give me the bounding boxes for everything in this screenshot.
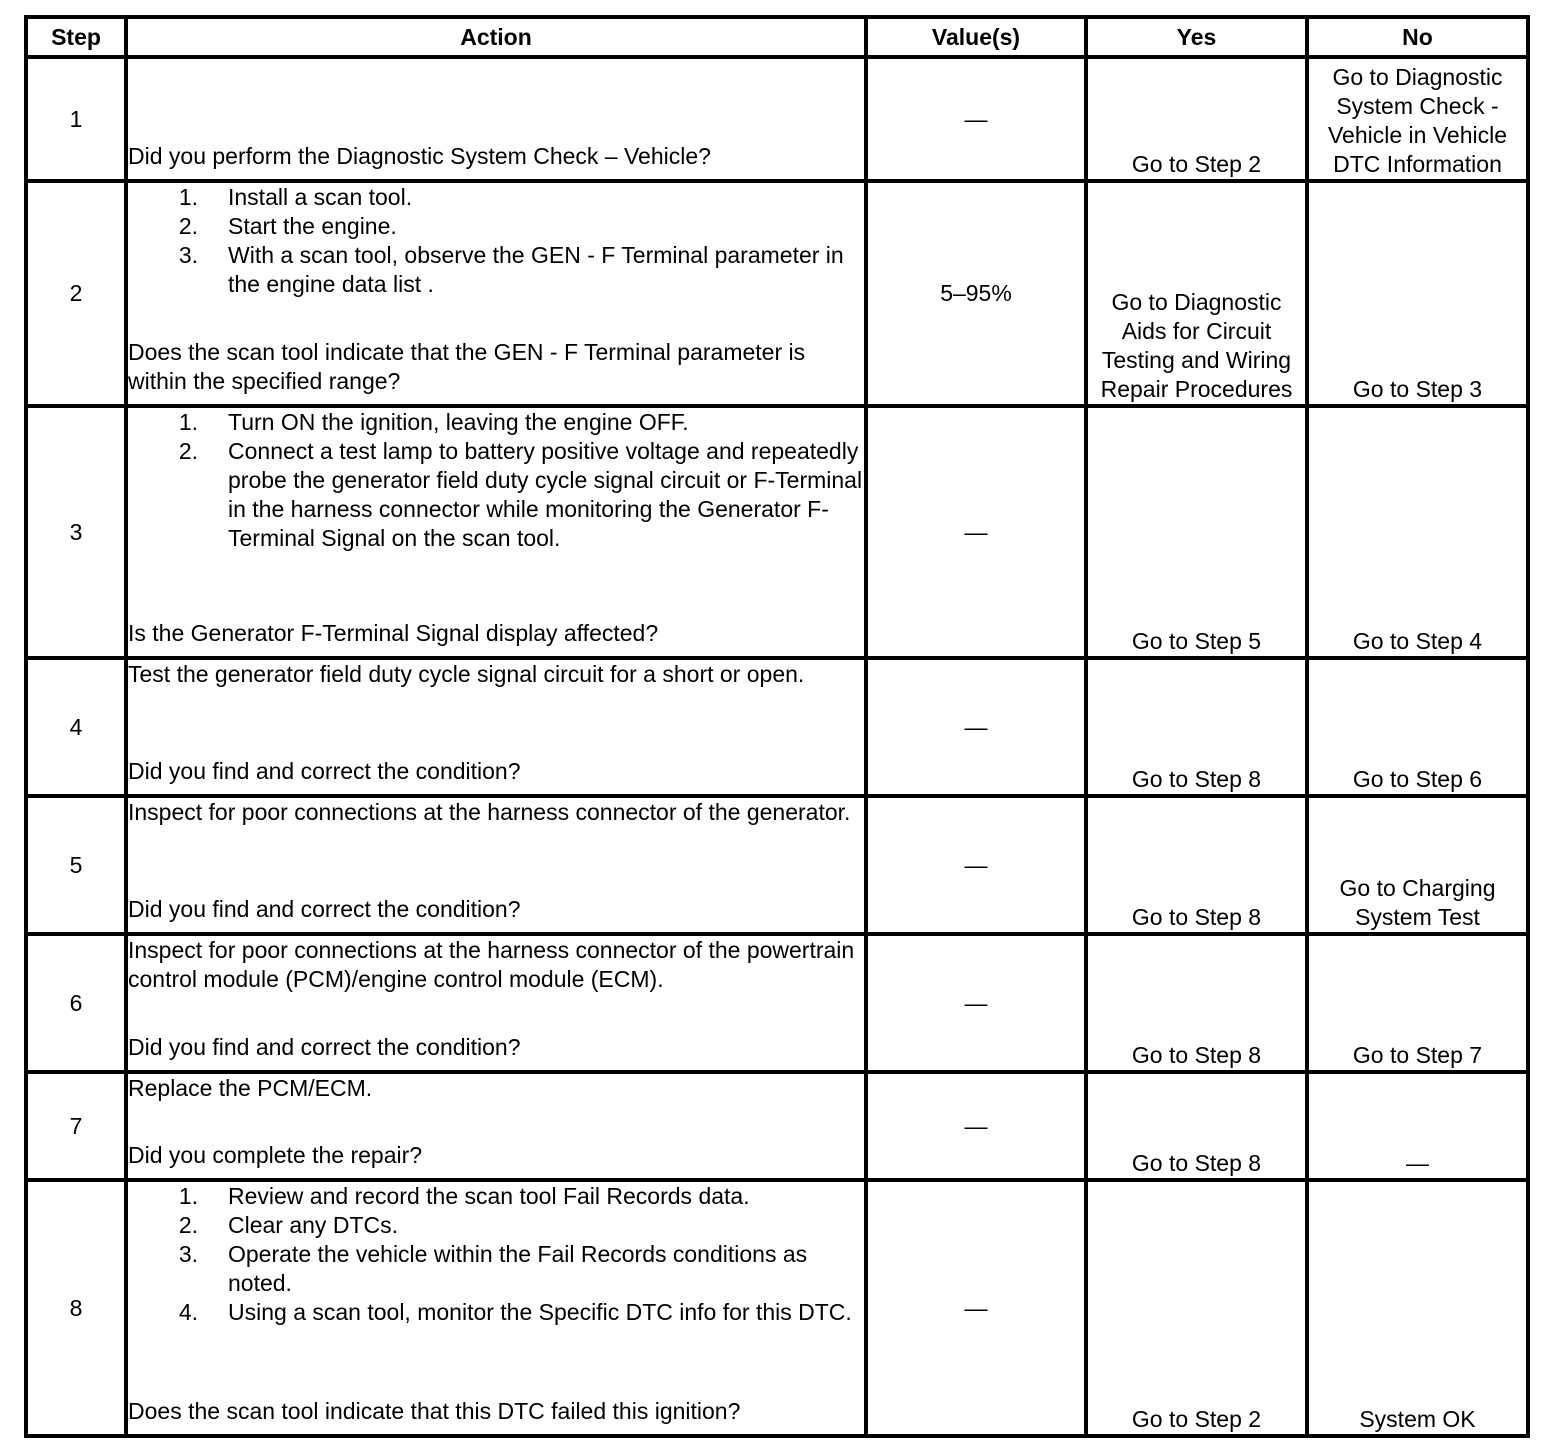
- list-item-text: Start the engine.: [228, 213, 397, 239]
- list-item: [128, 212, 864, 241]
- step-number: 6: [26, 934, 126, 1072]
- action-question: Did you find and correct the condition?: [128, 758, 521, 784]
- list-item: [128, 183, 864, 212]
- list-item-number: 3.: [178, 1241, 198, 1267]
- action-instructions: [128, 183, 864, 299]
- list-item: [128, 1240, 864, 1298]
- no-cell: Go to Step 6: [1307, 658, 1528, 796]
- table-row: [26, 658, 1528, 796]
- table-row: [26, 181, 1528, 406]
- value-cell: —: [866, 57, 1086, 181]
- action-cell: [126, 406, 866, 658]
- value-cell: —: [866, 934, 1086, 1072]
- list-item-text: Using a scan tool, monitor the Specific DTC info for this DTC.: [228, 1299, 852, 1325]
- action-instructions: [128, 660, 864, 689]
- yes-cell: Go to Step 5: [1086, 406, 1307, 658]
- action-question: Did you complete the repair?: [128, 1142, 423, 1168]
- action-instructions: [128, 408, 864, 553]
- list-item-number: 1.: [178, 184, 198, 210]
- value-cell: 5–95%: [866, 181, 1086, 406]
- instruction-list: [128, 408, 864, 553]
- list-item: [128, 1211, 864, 1240]
- no-cell: Go to Step 3: [1307, 181, 1528, 406]
- list-item-text: Clear any DTCs.: [228, 1212, 398, 1238]
- header-values: Value(s): [866, 17, 1086, 57]
- action-cell: [126, 658, 866, 796]
- action-content: [128, 1182, 864, 1426]
- yes-cell: Go to Step 8: [1086, 1072, 1307, 1180]
- table-body: [26, 57, 1528, 1436]
- action-cell: [126, 1180, 866, 1436]
- table-row: [26, 1072, 1528, 1180]
- list-item: [128, 408, 864, 437]
- list-item-number: 1.: [178, 1183, 198, 1209]
- action-content: [128, 183, 864, 396]
- no-cell: Go to Step 4: [1307, 406, 1528, 658]
- action-cell: [126, 57, 866, 181]
- header-action: Action: [126, 17, 866, 57]
- list-item: [128, 1182, 864, 1211]
- list-item-text: Connect a test lamp to battery positive voltage and repeatedly probe the generator field duty cycle signal circuit or F-Terminal in the harness connector while monitoring the Generator F-Terminal Signal on the scan tool.: [228, 438, 863, 551]
- action-instructions: [128, 1182, 864, 1327]
- value-cell: —: [866, 406, 1086, 658]
- list-item-number: 2.: [178, 1212, 198, 1238]
- action-cell: [126, 934, 866, 1072]
- yes-cell: Go to Step 2: [1086, 57, 1307, 181]
- action-content: [128, 408, 864, 648]
- diagnostic-table: [24, 15, 1530, 1438]
- step-number: 3: [26, 406, 126, 658]
- header-yes: Yes: [1086, 17, 1307, 57]
- step-number: 4: [26, 658, 126, 796]
- step-number: 8: [26, 1180, 126, 1436]
- list-item-number: 3.: [178, 242, 198, 268]
- no-cell: Go to Step 7: [1307, 934, 1528, 1072]
- yes-cell: Go to Step 2: [1086, 1180, 1307, 1436]
- value-cell: —: [866, 796, 1086, 934]
- instruction-list: [128, 1182, 864, 1327]
- header-step: Step: [26, 17, 126, 57]
- table-row: [26, 796, 1528, 934]
- action-content: [128, 660, 864, 786]
- value-cell: —: [866, 1072, 1086, 1180]
- yes-cell: Go to Step 8: [1086, 658, 1307, 796]
- list-item-number: 1.: [178, 409, 198, 435]
- list-item: [128, 437, 864, 553]
- table-row: [26, 57, 1528, 181]
- action-content: [128, 1074, 864, 1170]
- value-cell: —: [866, 658, 1086, 796]
- list-item-text: Install a scan tool.: [228, 184, 413, 210]
- action-cell: [126, 181, 866, 406]
- action-question: Did you find and correct the condition?: [128, 1034, 521, 1060]
- step-number: 7: [26, 1072, 126, 1180]
- action-instructions: [128, 798, 864, 827]
- action-intro: Replace the PCM/ECM.: [128, 1075, 373, 1101]
- yes-cell: Go to Diagnostic Aids for Circuit Testing and Wiring Repair Procedures: [1086, 181, 1307, 406]
- action-instructions: [128, 936, 864, 994]
- yes-cell: Go to Step 8: [1086, 796, 1307, 934]
- list-item-number: 2.: [178, 213, 198, 239]
- no-cell: Go to Diagnostic System Check - Vehicle in Vehicle DTC Information: [1307, 57, 1528, 181]
- action-instructions: [128, 1074, 864, 1103]
- list-item: [128, 1298, 864, 1327]
- no-cell: —: [1307, 1072, 1528, 1180]
- list-item-text: With a scan tool, observe the GEN - F Terminal parameter in the engine data list .: [228, 242, 844, 297]
- action-question: Did you perform the Diagnostic System Check – Vehicle?: [128, 143, 711, 169]
- instruction-list: [128, 183, 864, 299]
- list-item-text: Turn ON the ignition, leaving the engine OFF.: [228, 409, 689, 435]
- step-number: 2: [26, 181, 126, 406]
- list-item-text: Review and record the scan tool Fail Records data.: [228, 1183, 750, 1209]
- action-question: Does the scan tool indicate that the GEN - F Terminal parameter is within the specified range?: [128, 339, 806, 394]
- table-row: [26, 1180, 1528, 1436]
- value-cell: —: [866, 1180, 1086, 1436]
- action-question: Is the Generator F-Terminal Signal display affected?: [128, 620, 659, 646]
- step-number: 1: [26, 57, 126, 181]
- list-item: [128, 241, 864, 299]
- no-cell: Go to Charging System Test: [1307, 796, 1528, 934]
- no-cell: System OK: [1307, 1180, 1528, 1436]
- action-intro: Inspect for poor connections at the harness connector of the generator.: [128, 799, 851, 825]
- action-content: [128, 59, 864, 171]
- action-content: [128, 936, 864, 1062]
- action-cell: [126, 1072, 866, 1180]
- table-row: [26, 934, 1528, 1072]
- action-question: Did you find and correct the condition?: [128, 896, 521, 922]
- step-number: 5: [26, 796, 126, 934]
- action-question: Does the scan tool indicate that this DTC failed this ignition?: [128, 1398, 741, 1424]
- list-item-text: Operate the vehicle within the Fail Records conditions as noted.: [228, 1241, 808, 1296]
- action-intro: Test the generator field duty cycle signal circuit for a short or open.: [128, 661, 805, 687]
- yes-cell: Go to Step 8: [1086, 934, 1307, 1072]
- header-row: [26, 17, 1528, 57]
- header-no: No: [1307, 17, 1528, 57]
- action-intro: Inspect for poor connections at the harness connector of the powertrain control module (PCM)/engine control module (ECM).: [128, 937, 855, 992]
- action-cell: [126, 796, 866, 934]
- table-row: [26, 406, 1528, 658]
- list-item-number: 2.: [178, 438, 198, 464]
- list-item-number: 4.: [178, 1299, 198, 1325]
- action-content: [128, 798, 864, 924]
